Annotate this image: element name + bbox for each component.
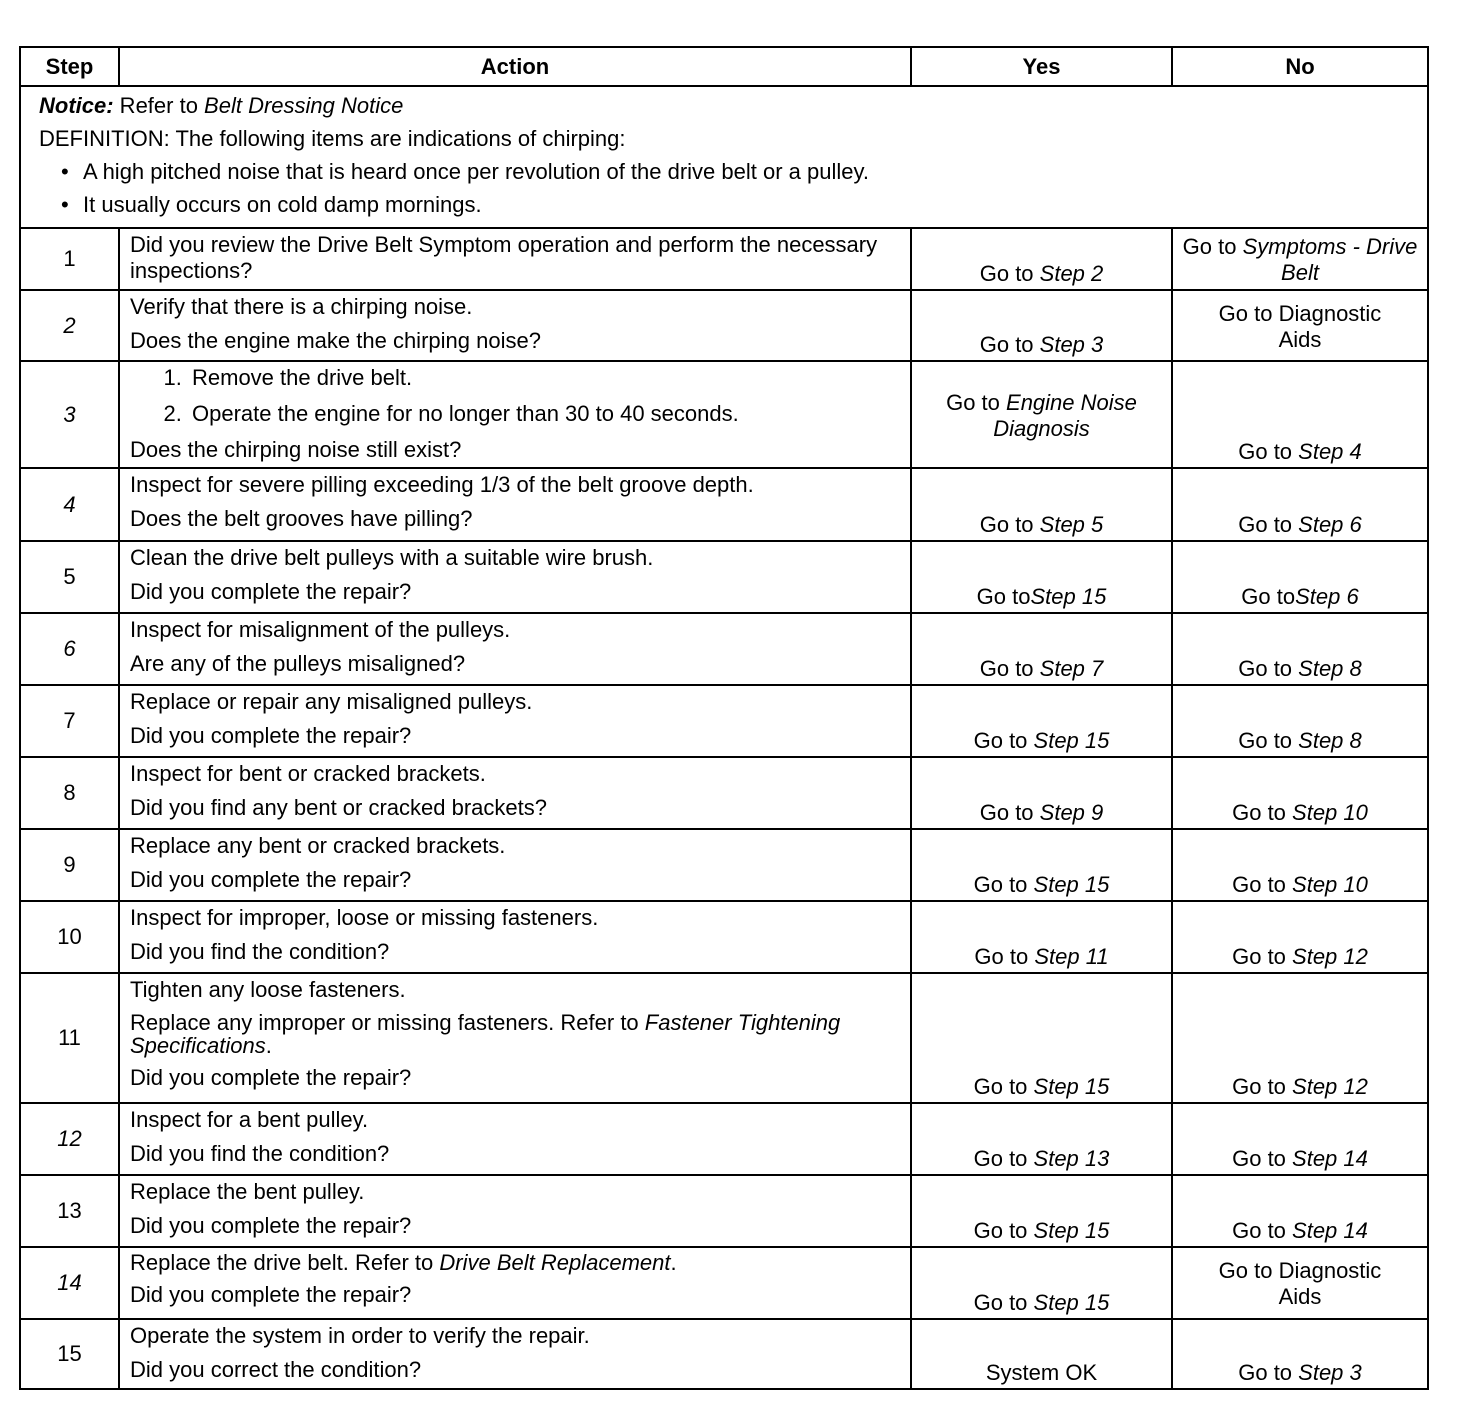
- no-result: [1172, 1175, 1428, 1247]
- step-row: [20, 468, 1428, 541]
- no-result: [1172, 829, 1428, 901]
- step-row: [20, 1319, 1428, 1389]
- yes-result: [911, 468, 1172, 541]
- step-row: [20, 1175, 1428, 1247]
- yes-step-link[interactable]: Step 13: [1033, 1146, 1110, 1171]
- yes-step-link[interactable]: Step 15: [1033, 1218, 1110, 1243]
- yes-result-prefix: Go to: [979, 512, 1040, 537]
- action-cell: [119, 468, 911, 541]
- action-list-item: 1. Remove the drive belt.: [188, 365, 900, 391]
- step-number: 12: [20, 1103, 119, 1175]
- action-text-part: .: [670, 1250, 677, 1275]
- step-row: [20, 541, 1428, 613]
- yes-step-link[interactable]: Step 3: [1039, 332, 1104, 357]
- step-number: 2: [20, 290, 119, 361]
- header-yes: Yes: [911, 47, 1172, 86]
- no-result-prefix: Go to: [1241, 584, 1296, 609]
- action-cell: [119, 973, 911, 1103]
- yes-result-prefix: Go to: [979, 332, 1040, 357]
- action-text: Inspect for severe pilling exceeding 1/3 of the belt groove depth.: [130, 472, 754, 497]
- action-text: Verify that there is a chirping noise.: [130, 294, 473, 319]
- action-text: Inspect for misalignment of the pulleys.: [130, 617, 511, 642]
- yes-step-link[interactable]: Step 15: [1033, 872, 1110, 897]
- action-text: Are any of the pulleys misaligned?: [130, 651, 466, 676]
- no-result: [1172, 613, 1428, 685]
- no-step-link[interactable]: Step 10: [1292, 800, 1368, 825]
- no-result-prefix: Go to: [1238, 728, 1299, 753]
- action-cell: [119, 685, 911, 757]
- no-step-link[interactable]: Step 8: [1298, 656, 1362, 681]
- yes-result-prefix: Go to: [973, 1074, 1034, 1099]
- step-number: 6: [20, 613, 119, 685]
- yes-step-link[interactable]: Step 2: [1039, 261, 1104, 286]
- no-result-prefix: Go to: [1238, 1360, 1299, 1385]
- action-question: Did you complete the repair?: [130, 1282, 412, 1307]
- action-cell: [119, 541, 911, 613]
- action-text: Operate the system in order to verify the repair.: [130, 1323, 590, 1348]
- step-row: [20, 1103, 1428, 1175]
- no-result: [1172, 361, 1428, 468]
- yes-step-link[interactable]: Step 15: [1033, 1074, 1110, 1099]
- header-row: [20, 47, 1428, 86]
- action-text-part: .: [265, 1033, 272, 1058]
- step-number: 11: [20, 973, 119, 1103]
- no-step-link[interactable]: Step 14: [1292, 1146, 1368, 1171]
- no-step-link[interactable]: Step 6: [1298, 512, 1362, 537]
- action-text: Replace any bent or cracked brackets.: [130, 833, 506, 858]
- yes-result-prefix: Go to: [973, 1290, 1034, 1315]
- yes-step-link[interactable]: Step 15: [1030, 584, 1107, 609]
- step-number: 5: [20, 541, 119, 613]
- yes-result: [911, 361, 1172, 468]
- action-text: [130, 1011, 900, 1057]
- yes-result: [911, 228, 1172, 290]
- action-text: Does the chirping noise still exist?: [130, 437, 462, 462]
- yes-result-text: System OK: [985, 1360, 1098, 1385]
- step-number: 8: [20, 757, 119, 829]
- action-reference: Fastener Tightening Specifications: [130, 1010, 841, 1058]
- yes-result: [911, 613, 1172, 685]
- diagnostic-table: [19, 46, 1429, 1390]
- step-row: [20, 361, 1428, 468]
- step-number: 14: [20, 1247, 119, 1319]
- no-result-prefix: Go to: [1182, 234, 1243, 259]
- no-result-prefix: Go to: [1232, 1146, 1293, 1171]
- yes-result: [911, 901, 1172, 973]
- yes-result-prefix: Go to: [973, 872, 1034, 897]
- action-cell: [119, 829, 911, 901]
- action-text: Tighten any loose fasteners.: [130, 977, 406, 1002]
- step-row: [20, 901, 1428, 973]
- yes-step-link[interactable]: Step 9: [1039, 800, 1104, 825]
- no-result: [1172, 468, 1428, 541]
- notice-line: [39, 89, 1409, 122]
- yes-result: [911, 685, 1172, 757]
- action-text: Does the belt grooves have pilling?: [130, 506, 473, 531]
- action-cell: [119, 1319, 911, 1389]
- yes-step-link[interactable]: Engine Noise Diagnosis: [993, 389, 1137, 441]
- no-result-prefix: Go to: [1232, 800, 1293, 825]
- no-result: [1172, 973, 1428, 1103]
- step-number: 4: [20, 468, 119, 541]
- no-result-prefix: Go to: [1232, 944, 1293, 969]
- yes-result: [911, 973, 1172, 1103]
- yes-result-prefix: Go to: [979, 800, 1040, 825]
- no-result-prefix: Go to: [1232, 1218, 1293, 1243]
- notice-label: Notice:: [39, 93, 114, 118]
- header-step: Step: [20, 47, 119, 86]
- action-text: [130, 1251, 900, 1274]
- yes-result: [911, 541, 1172, 613]
- notice-text: Refer to: [113, 93, 205, 118]
- yes-step-link[interactable]: Step 15: [1033, 1290, 1110, 1315]
- yes-result: [911, 1247, 1172, 1319]
- notice-link: Belt Dressing Notice: [204, 93, 404, 118]
- yes-step-link[interactable]: Step 5: [1039, 512, 1104, 537]
- no-result: [1172, 228, 1428, 290]
- action-text: Did you complete the repair?: [130, 1213, 412, 1238]
- action-text: Did you complete the repair?: [130, 867, 412, 892]
- yes-step-link[interactable]: Step 7: [1039, 656, 1104, 681]
- yes-result-prefix: Go to: [973, 1146, 1034, 1171]
- yes-step-link[interactable]: Step 15: [1033, 728, 1110, 753]
- action-cell: [119, 290, 911, 361]
- action-text: Did you complete the repair?: [130, 579, 412, 604]
- yes-result: [911, 1175, 1172, 1247]
- action-text: Did you find any bent or cracked brackets?: [130, 795, 548, 820]
- no-step-link[interactable]: Step 4: [1298, 439, 1362, 464]
- no-step-link[interactable]: Step 10: [1292, 872, 1368, 897]
- yes-result-prefix: Go to: [946, 389, 1007, 415]
- action-text: Did you find the condition?: [130, 939, 390, 964]
- no-step-link[interactable]: Step 14: [1292, 1218, 1368, 1243]
- action-cell: [119, 1103, 911, 1175]
- no-step-link[interactable]: Step 8: [1298, 728, 1362, 753]
- action-text: Did you correct the condition?: [130, 1357, 422, 1382]
- step-row: [20, 613, 1428, 685]
- header-no: No: [1172, 47, 1428, 86]
- no-result-text: Go to Diagnostic Aids: [1218, 300, 1382, 352]
- header-action: Action: [119, 47, 911, 86]
- no-result-text: Go to Diagnostic Aids: [1218, 1258, 1382, 1309]
- yes-result-prefix: Go to: [973, 1218, 1034, 1243]
- action-cell: [119, 1175, 911, 1247]
- no-result-prefix: Go to: [1238, 512, 1299, 537]
- action-question: Did you complete the repair?: [130, 1065, 412, 1090]
- no-result-prefix: Go to: [1232, 1074, 1293, 1099]
- action-reference: Drive Belt Replacement: [439, 1250, 671, 1275]
- definition-text: DEFINITION: The following items are indications of chirping:: [39, 126, 626, 151]
- step-number: 1: [20, 228, 119, 290]
- action-text: Did you find the condition?: [130, 1141, 390, 1166]
- action-text: Does the engine make the chirping noise?: [130, 328, 541, 353]
- step-row: [20, 685, 1428, 757]
- step-row: [20, 290, 1428, 361]
- action-text: Replace the bent pulley.: [130, 1179, 365, 1204]
- no-result: [1172, 1319, 1428, 1389]
- action-list: [130, 365, 900, 427]
- no-result: [1172, 685, 1428, 757]
- no-step-link[interactable]: Step 12: [1292, 1074, 1368, 1099]
- action-text: Inspect for improper, loose or missing fasteners.: [130, 905, 599, 930]
- step-number: 10: [20, 901, 119, 973]
- definition-bullet: • It usually occurs on cold damp mornings.: [39, 188, 1409, 221]
- yes-result-prefix: Go to: [974, 944, 1035, 969]
- action-text: Did you complete the repair?: [130, 723, 412, 748]
- yes-result-prefix: Go to: [979, 656, 1040, 681]
- action-cell: [119, 757, 911, 829]
- action-text: Inspect for a bent pulley.: [130, 1107, 369, 1132]
- no-result-prefix: Go to: [1238, 656, 1299, 681]
- yes-result: [911, 1103, 1172, 1175]
- no-step-link[interactable]: Step 6: [1295, 584, 1359, 609]
- yes-result: [911, 1319, 1172, 1389]
- no-result-prefix: Go to: [1238, 439, 1299, 464]
- yes-result: [911, 757, 1172, 829]
- no-result: [1172, 290, 1428, 361]
- yes-result: [911, 290, 1172, 361]
- action-text: Inspect for bent or cracked brackets.: [130, 761, 486, 786]
- yes-result-prefix: Go to: [979, 261, 1040, 286]
- step-number: 7: [20, 685, 119, 757]
- action-text: Clean the drive belt pulleys with a suitable wire brush.: [130, 545, 654, 570]
- action-text-part: Replace any improper or missing fasteners. Refer to: [130, 1010, 645, 1035]
- action-cell: [119, 613, 911, 685]
- no-result: [1172, 541, 1428, 613]
- notice-row: [20, 86, 1428, 228]
- no-result: [1172, 1247, 1428, 1319]
- action-text-part: Replace the drive belt. Refer to: [130, 1250, 440, 1275]
- yes-step-link[interactable]: Step 11: [1034, 944, 1109, 969]
- step-row: [20, 1247, 1428, 1319]
- step-row: [20, 757, 1428, 829]
- action-cell: [119, 1247, 911, 1319]
- action-cell: [119, 361, 911, 468]
- definition-bullet: • A high pitched noise that is heard once per revolution of the drive belt or a pulley.: [39, 155, 1409, 188]
- no-result: [1172, 1103, 1428, 1175]
- step-row: [20, 228, 1428, 290]
- yes-result-prefix: Go to: [973, 728, 1034, 753]
- step-row: [20, 973, 1428, 1103]
- no-step-link[interactable]: Step 3: [1298, 1360, 1362, 1385]
- action-cell: [119, 901, 911, 973]
- notice-cell: [20, 86, 1428, 228]
- no-result-prefix: Go to: [1232, 872, 1293, 897]
- action-list-item: 2. Operate the engine for no longer than 30 to 40 seconds.: [188, 401, 900, 427]
- yes-result-prefix: Go to: [976, 584, 1031, 609]
- no-result: [1172, 757, 1428, 829]
- no-result: [1172, 901, 1428, 973]
- step-number: 15: [20, 1319, 119, 1389]
- action-text: Replace or repair any misaligned pulleys.: [130, 689, 533, 714]
- step-number: 9: [20, 829, 119, 901]
- action-text: Did you review the Drive Belt Symptom operation and perform the necessary inspections?: [130, 232, 878, 283]
- no-step-link[interactable]: Symptoms - Drive Belt: [1242, 234, 1418, 285]
- step-number: 13: [20, 1175, 119, 1247]
- yes-result: [911, 829, 1172, 901]
- action-cell: [119, 228, 911, 290]
- no-step-link[interactable]: Step 12: [1292, 944, 1368, 969]
- step-row: [20, 829, 1428, 901]
- step-number: 3: [20, 361, 119, 468]
